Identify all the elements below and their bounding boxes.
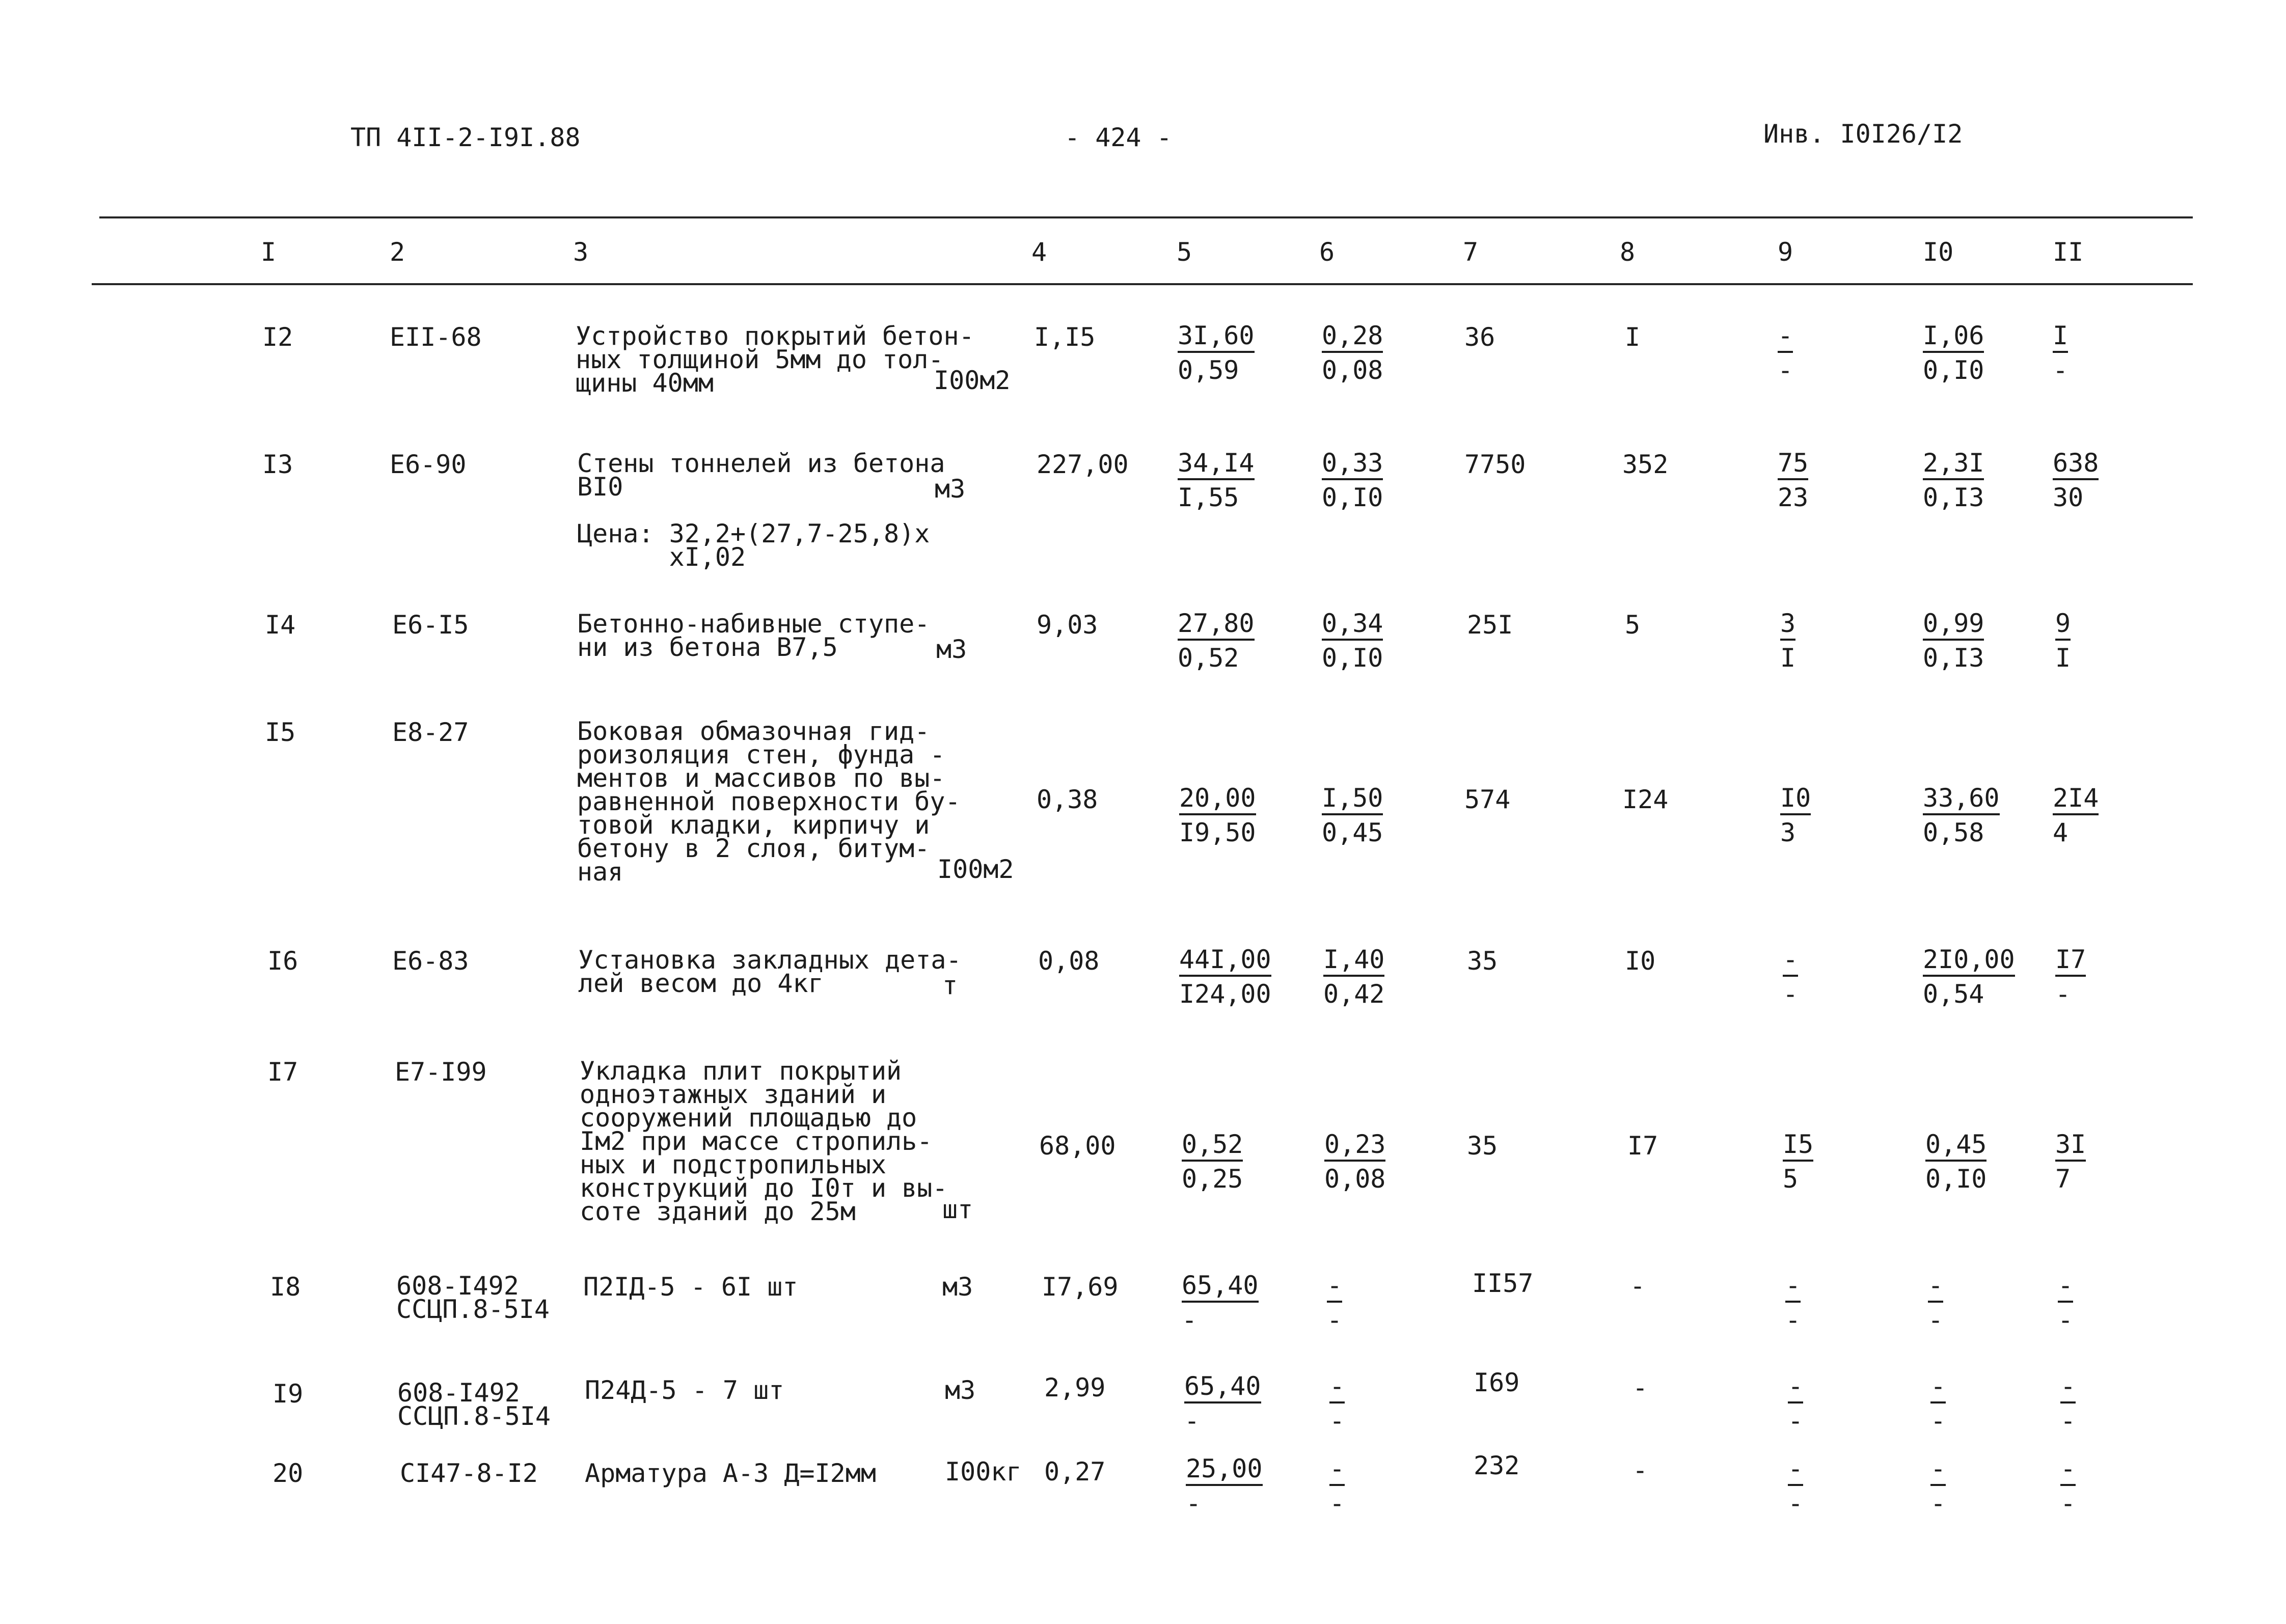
numerator: 2I4 <box>2053 785 2099 815</box>
denominator: 0,I3 <box>1923 643 1984 673</box>
labor-total-fraction <box>2055 946 2086 1008</box>
work-description: Боковая обмазочная гид- роизоляция стен, фунда - ментов и массивов по вы- равненной поверхности бу- товой кладки, кирпичу и бетону в 2 слоя, битум- ная <box>577 717 961 887</box>
numerator: - <box>1327 1272 1342 1303</box>
numerator: - <box>1930 1455 1946 1486</box>
denominator: - <box>1329 1406 1345 1436</box>
machine-cost-fraction <box>1322 322 1383 384</box>
wages-total: - <box>1630 1271 1646 1301</box>
numerator: - <box>1329 1373 1345 1403</box>
denominator: 0,I0 <box>1925 1164 1987 1194</box>
denominator: - <box>2060 1406 2076 1436</box>
numerator: - <box>2058 1272 2073 1303</box>
machine-cost-fraction <box>1322 610 1383 672</box>
numerator: 0,23 <box>1324 1131 1385 1162</box>
denominator: 5 <box>1783 1164 1799 1194</box>
column-header: 7 <box>1463 237 1479 267</box>
denominator: - <box>1788 1406 1804 1436</box>
unit-cost-fraction <box>1178 610 1255 672</box>
total-cost: 232 <box>1474 1451 1520 1480</box>
denominator: - <box>1186 1489 1202 1518</box>
column-header: 5 <box>1177 237 1192 267</box>
column-header: 9 <box>1778 237 1793 267</box>
denominator: 0,45 <box>1322 818 1383 847</box>
denominator: 4 <box>2053 818 2069 847</box>
wages-total: 5 <box>1625 610 1641 640</box>
total-cost: II57 <box>1472 1269 1534 1298</box>
labor-total-fraction <box>2060 1455 2076 1518</box>
work-description: Устройство покрытий бетон- ных толщиной 5мм до тол- щины 40мм <box>576 321 974 398</box>
denominator: 0,08 <box>1322 355 1383 385</box>
column-header: I0 <box>1923 237 1954 267</box>
denominator: 30 <box>2053 483 2084 512</box>
numerator: 0,99 <box>1923 610 1984 641</box>
denominator: - <box>1182 1305 1198 1335</box>
numerator: 0,52 <box>1182 1131 1243 1162</box>
price-formula: Цена: 32,2+(27,7-25,8)x xI,02 <box>577 519 930 572</box>
numerator: - <box>1928 1272 1943 1303</box>
denominator: - <box>1783 979 1799 1009</box>
work-description: Укладка плит покрытий одноэтажных зданий и сооружений площадью до Iм2 при массе стропиль- ных и подстропильных конструкций до I0т и вы- соте зданий до 25м <box>580 1056 948 1226</box>
work-description: Стены тоннелей из бетона BI0 <box>577 449 945 502</box>
numerator: 3I <box>2055 1131 2086 1162</box>
wages-total: - <box>1632 1373 1648 1402</box>
rate-code: 608-I492 ССЦП.8-5I4 <box>396 1271 550 1324</box>
document-code: ТП 4II-2-I9I.88 <box>350 123 581 152</box>
quantity: 2,99 <box>1044 1373 1106 1402</box>
unit: м3 <box>936 635 967 664</box>
numerator: I0 <box>1780 785 1811 815</box>
machine-cost-fraction <box>1327 1272 1342 1334</box>
denominator: 0,I3 <box>1923 483 1984 512</box>
labor-total-fraction <box>2053 785 2099 847</box>
numerator: 0,33 <box>1322 450 1383 480</box>
numerator: - <box>1778 322 1793 353</box>
row-number: I5 <box>265 718 296 747</box>
total-cost: I69 <box>1474 1368 1520 1397</box>
unit-cost-fraction <box>1178 322 1255 384</box>
column-header: 3 <box>573 237 589 267</box>
total-cost: 574 <box>1464 785 1511 814</box>
denominator: 23 <box>1778 483 1809 512</box>
inventory-number: Инв. I0I26/I2 <box>1763 119 1963 149</box>
quantity: 227,00 <box>1037 450 1129 479</box>
quantity: 0,38 <box>1037 785 1098 814</box>
denominator: - <box>2060 1489 2076 1518</box>
unit: м3 <box>935 474 966 504</box>
unit-cost-fraction <box>1182 1131 1243 1193</box>
column-header: II <box>2053 237 2084 267</box>
labor-unit-fraction <box>1923 785 2000 847</box>
numerator: 25,00 <box>1186 1455 1263 1486</box>
denominator: 0,I0 <box>1322 483 1383 512</box>
wages-total: I0 <box>1625 946 1656 976</box>
numerator: 0,28 <box>1322 322 1383 353</box>
numerator: - <box>1788 1373 1803 1403</box>
numerator: - <box>1329 1455 1345 1486</box>
denominator: - <box>1928 1305 1944 1335</box>
numerator: - <box>1930 1373 1946 1403</box>
unit-cost-fraction <box>1178 450 1255 512</box>
machine-total-fraction <box>1788 1455 1803 1518</box>
denominator: 0,08 <box>1324 1164 1386 1194</box>
numerator: 27,80 <box>1178 610 1255 641</box>
machine-total-fraction <box>1785 1272 1801 1334</box>
denominator: - <box>1329 1489 1345 1518</box>
denominator: I <box>1780 643 1796 673</box>
denominator: I <box>2055 643 2071 673</box>
work-description: П2IД-5 - 6I шт <box>583 1272 798 1302</box>
unit: I00м2 <box>934 366 1011 395</box>
machine-cost-fraction <box>1329 1373 1345 1435</box>
labor-unit-fraction <box>1930 1455 1946 1518</box>
numerator: I <box>2053 322 2068 353</box>
unit-cost-fraction <box>1182 1272 1259 1334</box>
numerator: 44I,00 <box>1179 946 1271 977</box>
denominator: - <box>2058 1305 2074 1335</box>
denominator: 0,25 <box>1182 1164 1243 1194</box>
row-number: I9 <box>273 1379 304 1409</box>
wages-total: 352 <box>1622 450 1669 479</box>
denominator: I,55 <box>1178 483 1239 512</box>
machine-cost-fraction <box>1324 1131 1385 1193</box>
column-header: 6 <box>1319 237 1335 267</box>
numerator: 3I,60 <box>1178 322 1255 353</box>
rate-code: E6-90 <box>390 450 467 479</box>
work-description: Бетонно-набивные ступе- ни из бетона B7,5 <box>577 609 930 662</box>
total-cost: 35 <box>1467 946 1498 976</box>
numerator: - <box>1788 1455 1803 1486</box>
unit: м3 <box>945 1375 976 1405</box>
unit: т <box>942 971 958 1000</box>
labor-total-fraction <box>2055 1131 2086 1193</box>
denominator: 0,59 <box>1178 355 1239 385</box>
denominator: - <box>2055 979 2071 1009</box>
wages-total: I24 <box>1622 785 1669 814</box>
machine-cost-fraction <box>1323 946 1384 1008</box>
quantity: 0,27 <box>1044 1457 1106 1487</box>
denominator: - <box>1785 1305 1801 1335</box>
numerator: I,50 <box>1322 785 1383 815</box>
column-header: 4 <box>1031 237 1047 267</box>
numerator: 33,60 <box>1923 785 2000 815</box>
rate-code: EII-68 <box>390 322 482 352</box>
rate-code: E6-I5 <box>392 610 469 640</box>
numerator: 638 <box>2053 450 2099 480</box>
machine-total-fraction <box>1788 1373 1803 1435</box>
denominator: I24,00 <box>1179 979 1271 1009</box>
row-number: I7 <box>267 1057 298 1087</box>
numerator: 34,I4 <box>1178 450 1255 480</box>
labor-unit-fraction <box>1923 610 1984 672</box>
labor-unit-fraction <box>1923 946 2015 1008</box>
quantity: I7,69 <box>1042 1272 1119 1302</box>
rate-code: CI47-8-I2 <box>400 1458 538 1488</box>
work-description: Арматура А-3 Д=I2мм <box>585 1458 876 1488</box>
denominator: - <box>1327 1305 1343 1335</box>
total-cost: 36 <box>1464 322 1495 352</box>
labor-unit-fraction <box>1923 322 1984 384</box>
row-number: I3 <box>262 450 293 479</box>
total-cost: 7750 <box>1464 450 1526 479</box>
column-header: 2 <box>390 237 405 267</box>
labor-unit-fraction <box>1923 450 1984 512</box>
machine-total-fraction <box>1780 785 1811 847</box>
numerator: - <box>2060 1373 2076 1403</box>
labor-total-fraction <box>2060 1373 2076 1435</box>
denominator: - <box>1184 1406 1200 1436</box>
work-description: П24Д-5 - 7 шт <box>585 1375 784 1405</box>
numerator: 75 <box>1778 450 1808 480</box>
numerator: 9 <box>2055 610 2071 641</box>
machine-cost-fraction <box>1329 1455 1345 1518</box>
unit-cost-fraction <box>1186 1455 1263 1518</box>
denominator: 7 <box>2055 1164 2071 1194</box>
unit-cost-fraction <box>1184 1373 1261 1435</box>
quantity: 9,03 <box>1037 610 1098 640</box>
row-number: I6 <box>267 946 298 976</box>
numerator: 2,3I <box>1923 450 1984 480</box>
numerator: - <box>1783 946 1798 977</box>
row-number: 20 <box>273 1458 304 1488</box>
rate-code: E8-27 <box>392 718 469 747</box>
labor-total-fraction <box>2058 1272 2073 1334</box>
row-number: I4 <box>265 610 296 640</box>
table-header-rule <box>92 283 2193 285</box>
numerator: 0,45 <box>1925 1131 1986 1162</box>
machine-cost-fraction <box>1322 785 1383 847</box>
rate-code: E7-I99 <box>395 1057 487 1087</box>
labor-unit-fraction <box>1930 1373 1946 1435</box>
page-number: - 424 - <box>1065 123 1172 152</box>
quantity: 0,08 <box>1038 946 1100 976</box>
numerator: I,06 <box>1923 322 1984 353</box>
denominator: 0,58 <box>1923 818 1984 847</box>
unit: I00м2 <box>937 855 1014 884</box>
labor-unit-fraction <box>1925 1131 1986 1193</box>
machine-cost-fraction <box>1322 450 1383 512</box>
numerator: I5 <box>1783 1131 1813 1162</box>
unit-cost-fraction <box>1179 785 1256 847</box>
numerator: - <box>1785 1272 1801 1303</box>
wages-total: I <box>1625 322 1641 352</box>
numerator: 65,40 <box>1182 1272 1259 1303</box>
denominator: - <box>1930 1406 1946 1436</box>
numerator: 3 <box>1780 610 1795 641</box>
quantity: 68,00 <box>1039 1131 1116 1161</box>
total-cost: 35 <box>1467 1131 1498 1161</box>
denominator: - <box>1930 1489 1946 1518</box>
labor-total-fraction <box>2055 610 2071 672</box>
unit: I00кг <box>945 1457 1022 1487</box>
denominator: 0,42 <box>1323 979 1385 1009</box>
labor-unit-fraction <box>1928 1272 1943 1334</box>
denominator: - <box>1788 1489 1804 1518</box>
rate-code: 608-I492 ССЦП.8-5I4 <box>397 1378 551 1431</box>
row-number: I2 <box>262 322 293 352</box>
rate-code: E6-83 <box>392 946 469 976</box>
machine-total-fraction <box>1778 322 1793 384</box>
labor-total-fraction <box>2053 322 2068 384</box>
table-top-rule <box>99 216 2193 218</box>
work-description: Установка закладных дета- лей весом до 4кг <box>578 945 962 998</box>
machine-total-fraction <box>1780 610 1795 672</box>
numerator: 65,40 <box>1184 1373 1261 1403</box>
denominator: - <box>2053 355 2069 385</box>
denominator: - <box>1778 355 1793 385</box>
unit: шт <box>942 1195 973 1224</box>
denominator: 0,52 <box>1178 643 1239 673</box>
denominator: I9,50 <box>1179 818 1256 847</box>
numerator: I,40 <box>1323 946 1384 977</box>
unit: м3 <box>942 1272 973 1302</box>
numerator: 0,34 <box>1322 610 1383 641</box>
labor-total-fraction <box>2053 450 2099 512</box>
denominator: 0,I0 <box>1322 643 1383 673</box>
column-header: I <box>261 237 277 267</box>
numerator: I7 <box>2055 946 2086 977</box>
denominator: 3 <box>1780 818 1796 847</box>
machine-total-fraction <box>1783 1131 1813 1193</box>
column-header: 8 <box>1620 237 1636 267</box>
wages-total: - <box>1632 1455 1648 1485</box>
unit-cost-fraction <box>1179 946 1271 1008</box>
numerator: 2I0,00 <box>1923 946 2015 977</box>
machine-total-fraction <box>1783 946 1798 1008</box>
wages-total: I7 <box>1627 1131 1658 1161</box>
machine-total-fraction <box>1778 450 1808 512</box>
numerator: 20,00 <box>1179 785 1256 815</box>
denominator: 0,I0 <box>1923 355 1984 385</box>
quantity: I,I5 <box>1034 322 1096 352</box>
numerator: - <box>2060 1455 2076 1486</box>
row-number: I8 <box>270 1272 301 1302</box>
total-cost: 25I <box>1467 610 1513 640</box>
denominator: 0,54 <box>1923 979 1984 1009</box>
